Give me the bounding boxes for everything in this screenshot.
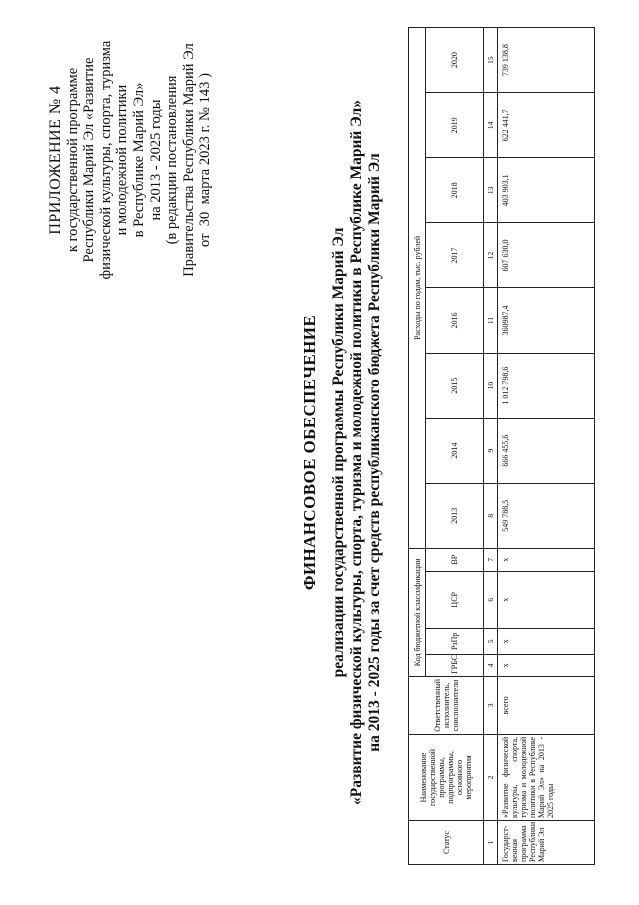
row-value: 360987,4: [498, 288, 595, 353]
header-year: 2019: [426, 93, 484, 158]
column-number: 11: [484, 288, 498, 353]
appendix-line: к государственной программе: [64, 67, 81, 253]
header-year: 2020: [426, 28, 484, 93]
row-grbs: х: [498, 654, 595, 676]
financing-table: [408, 27, 595, 865]
row-name: «Развитие физической культуры, спорта, туризма и молодежной политики в Республике Марий Эл» на 2013 - 2025 годы: [498, 734, 595, 820]
column-number: 13: [484, 158, 498, 223]
appendix-line: на 2013 - 2025 годы: [147, 99, 164, 221]
heading-line: «Развитие физической культуры, спорта, туризма и молодежной политики в Республике Марий Эл»: [348, 100, 365, 805]
row-value: 607 630,0: [498, 223, 595, 288]
header-expenses: Расходы по годам, тыс. рублей: [409, 28, 426, 549]
column-number: 3: [484, 676, 498, 734]
header-rzpr: РзПр: [426, 628, 484, 654]
document-heading: [300, 40, 384, 865]
heading-line: реализации государственной программы Республики Марий Эл: [330, 227, 347, 678]
appendix-line: (в редакции постановления: [164, 75, 181, 245]
row-value: 622 441,7: [498, 93, 595, 158]
header-year: 2015: [426, 353, 484, 418]
header-status: Статус: [409, 820, 484, 864]
header-year: 2017: [426, 223, 484, 288]
row-rzpr: х: [498, 628, 595, 654]
column-number-row: [484, 28, 498, 865]
header-budget-code: Код бюджетной классификации: [409, 548, 426, 676]
column-number: 6: [484, 571, 498, 628]
appendix-line: в Республике Марий Эл»: [130, 82, 147, 238]
heading-title: ФИНАНСОВОЕ ОБЕСПЕЧЕНИЕ: [300, 314, 319, 591]
row-csr: х: [498, 571, 595, 628]
table-row: [498, 28, 595, 865]
column-number: 15: [484, 28, 498, 93]
header-grbs: ГРБС: [426, 654, 484, 676]
column-number: 12: [484, 223, 498, 288]
appendix-line: Правительства Республики Марий Эл: [180, 43, 197, 277]
date-number: 143: [197, 81, 214, 104]
header-year: 2014: [426, 418, 484, 483]
row-value: 1 012 798,6: [498, 353, 595, 418]
row-value: 666 455,6: [498, 418, 595, 483]
date-prefix: от: [197, 233, 214, 247]
column-number: 1: [484, 820, 498, 864]
column-number: 2: [484, 734, 498, 820]
row-executor: всего: [498, 676, 595, 734]
appendix-date-line: [197, 10, 214, 310]
appendix-line: Республики Марий Эл «Развитие: [81, 57, 98, 263]
appendix-line: и молодежной политики: [114, 84, 131, 236]
column-number: 14: [484, 93, 498, 158]
date-middle: марта 2023 г. №: [197, 107, 214, 205]
header-csr: ЦСР: [426, 571, 484, 628]
row-vr: х: [498, 548, 595, 571]
column-number: 9: [484, 418, 498, 483]
column-number: 8: [484, 483, 498, 548]
column-number: 4: [484, 654, 498, 676]
header-vr: ВР: [426, 548, 484, 571]
column-number: 7: [484, 548, 498, 571]
row-value: 549 788,5: [498, 483, 595, 548]
row-status: Государст-венная программа Республики Марий Эл: [498, 820, 595, 864]
date-suffix: ): [197, 73, 214, 78]
header-name: Наименование государственной программы, подпрограммы, основного мероприятия: [409, 734, 484, 820]
header-executor: Ответственный исполнитель, соисполнители: [409, 676, 484, 734]
header-year: 2016: [426, 288, 484, 353]
row-value: 739 138,8: [498, 28, 595, 93]
column-number: 10: [484, 353, 498, 418]
header-year: 2018: [426, 158, 484, 223]
appendix-title: ПРИЛОЖЕНИЕ № 4: [47, 85, 64, 235]
column-number: 5: [484, 628, 498, 654]
appendix-line: физической культуры, спорта, туризма: [97, 40, 114, 280]
heading-line: на 2013 - 2025 годы за счет средств республиканского бюджета Республики Марий Эл: [366, 153, 383, 752]
row-value: 403 903,1: [498, 158, 595, 223]
header-year: 2013: [426, 483, 484, 548]
date-day: 30: [197, 211, 214, 227]
appendix-block: [48, 10, 214, 310]
